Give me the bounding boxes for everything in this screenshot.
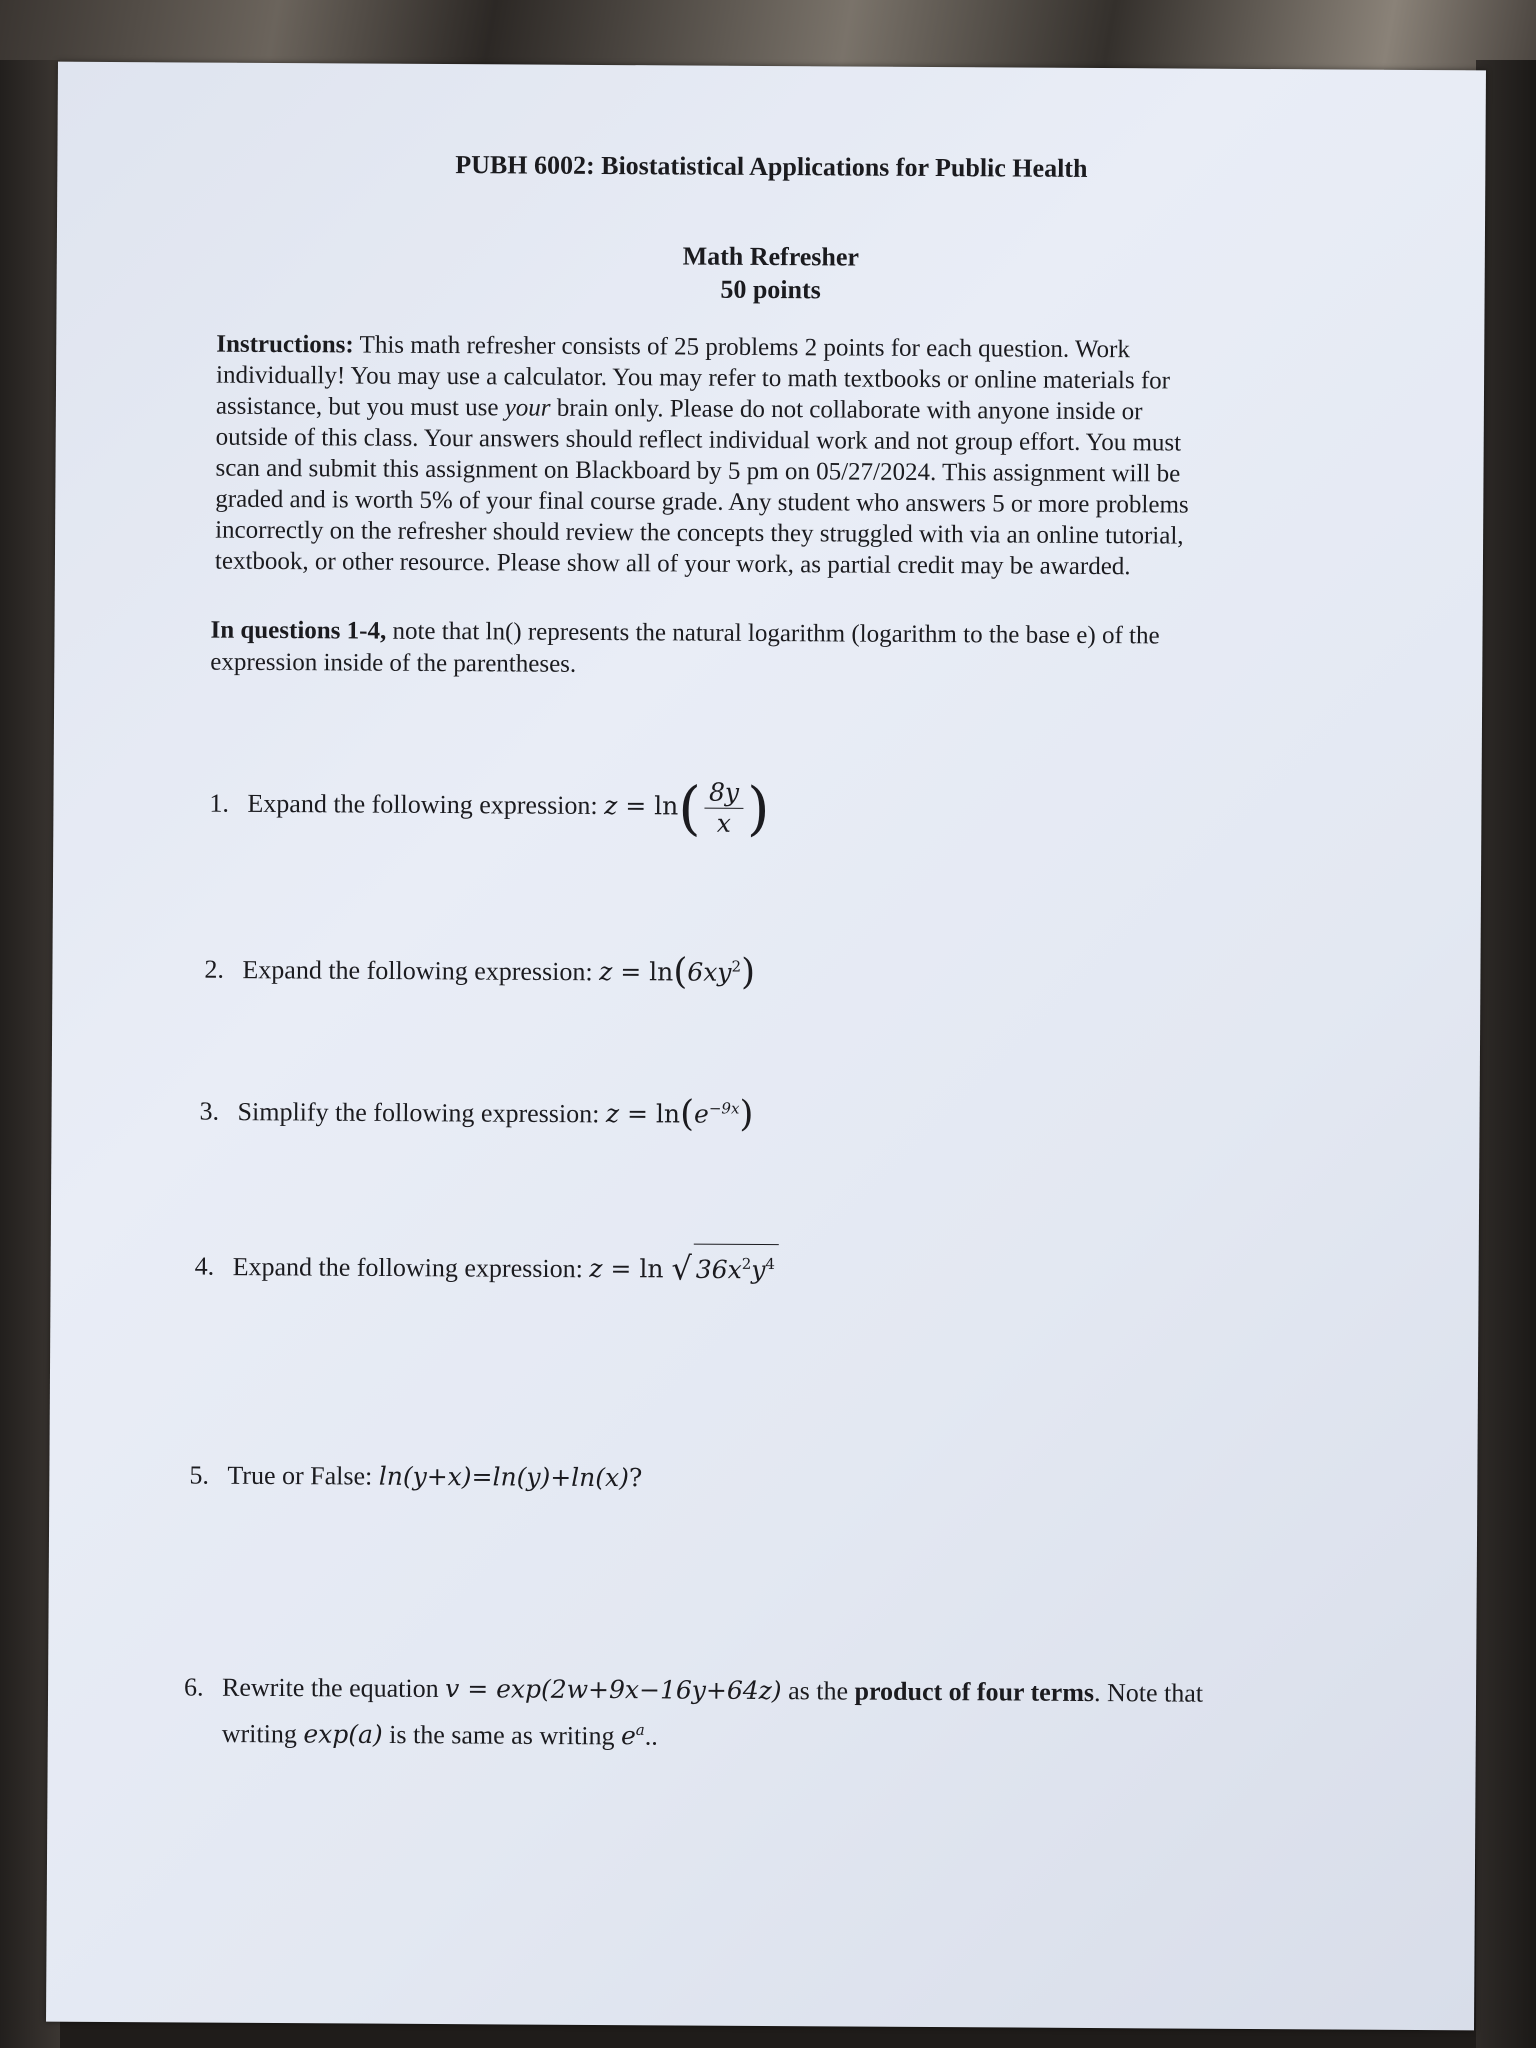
math-expression: ln(y+x)=ln(y)+ln(x)? <box>378 1461 643 1493</box>
math-expression: exp(a) <box>303 1719 383 1749</box>
question-number: 3. <box>199 1096 220 1126</box>
instructions-line: individually! You may use a calculator. You may refer to math textbooks or online materials for <box>216 361 1171 395</box>
note-bold-label: In questions 1-4, <box>210 616 387 645</box>
section-heading <box>57 236 1485 311</box>
logarithm-note: In questions 1-4, note that ln() represents the natural logarithm (logarithm to the base e) of the expression inside of the parentheses. <box>210 616 1160 678</box>
question-number: 4. <box>194 1251 215 1281</box>
refresher-title: Math Refresher <box>682 241 860 272</box>
math-expression: v = exp(2w+9x−16y+64z) <box>445 1674 782 1706</box>
question-text: Expand the following expression: <box>247 788 605 821</box>
math-expression: $z = \ln(6xy^2)$ <box>599 951 756 994</box>
instructions-line: textbook, or other resource. Please show all of your work, as partial credit may be awarded. <box>214 547 1131 581</box>
instructions-line: Instructions: This math refresher consists of 25 problems 2 points for each question. Work <box>216 330 1130 364</box>
question-4 <box>195 1241 780 1288</box>
instructions-line: graded and is worth 5% of your final course grade. Any student who answers 5 or more problems <box>215 485 1189 519</box>
desk-edge-right <box>1476 60 1536 2048</box>
math-expression: z = ln( $\frac{8y}{x}$ ) <box>604 773 770 843</box>
question-number: 2. <box>204 954 225 985</box>
question-6-line-1: 6. Rewrite the equation v = exp(2w+9x−16y+64z) as the product of four terms. Note that <box>183 1672 1204 1708</box>
question-number: 1. <box>209 788 230 818</box>
question-text: Expand the following expression: <box>232 1252 590 1284</box>
question-3 <box>199 1089 754 1136</box>
instructions-line: assistance, but you must use your brain only. Please do not collaborate with anyone inside or <box>215 392 1143 426</box>
question-number: 6. <box>183 1672 204 1702</box>
question-1 <box>209 773 770 843</box>
emphasis-your: your <box>504 394 551 422</box>
instructions-line: scan and submit this assignment on Blackboard by 5 pm on 05/27/2024. This assignment will be <box>215 454 1181 488</box>
question-text: Rewrite the equation <box>221 1672 446 1704</box>
worksheet-page <box>46 62 1486 2031</box>
question-5 <box>189 1458 642 1495</box>
question-6 <box>184 1670 1204 1757</box>
math-expression: $e^a$ <box>620 1721 645 1751</box>
instructions-line: outside of this class. Your answers should reflect individual work and not group effort. You must <box>215 423 1182 457</box>
question-6-line-2: writing exp(a) is the same as writing $e^a$.. <box>221 1719 658 1751</box>
question-2 <box>204 947 756 994</box>
question-text: Simplify the following expression: <box>237 1097 606 1129</box>
math-expression: z = ln √ $36x^2y^4$ <box>589 1254 779 1284</box>
question-number: 5. <box>189 1460 209 1490</box>
instructions-label: Instructions: <box>216 330 354 359</box>
points-total: 50 points <box>720 274 821 305</box>
math-expression: $z = \ln(e^{-9x})$ <box>605 1093 754 1136</box>
emphasis-product: product of four terms <box>854 1676 1095 1708</box>
question-text: Expand the following expression: <box>242 955 600 987</box>
instructions-line: incorrectly on the refresher should review the concepts they struggled with via an online tutorial, <box>215 516 1184 550</box>
question-text: True or False: <box>227 1460 379 1491</box>
course-title: PUBH 6002: Biostatistical Applications for Public Health <box>455 150 1088 183</box>
instructions-paragraph <box>215 329 1376 584</box>
